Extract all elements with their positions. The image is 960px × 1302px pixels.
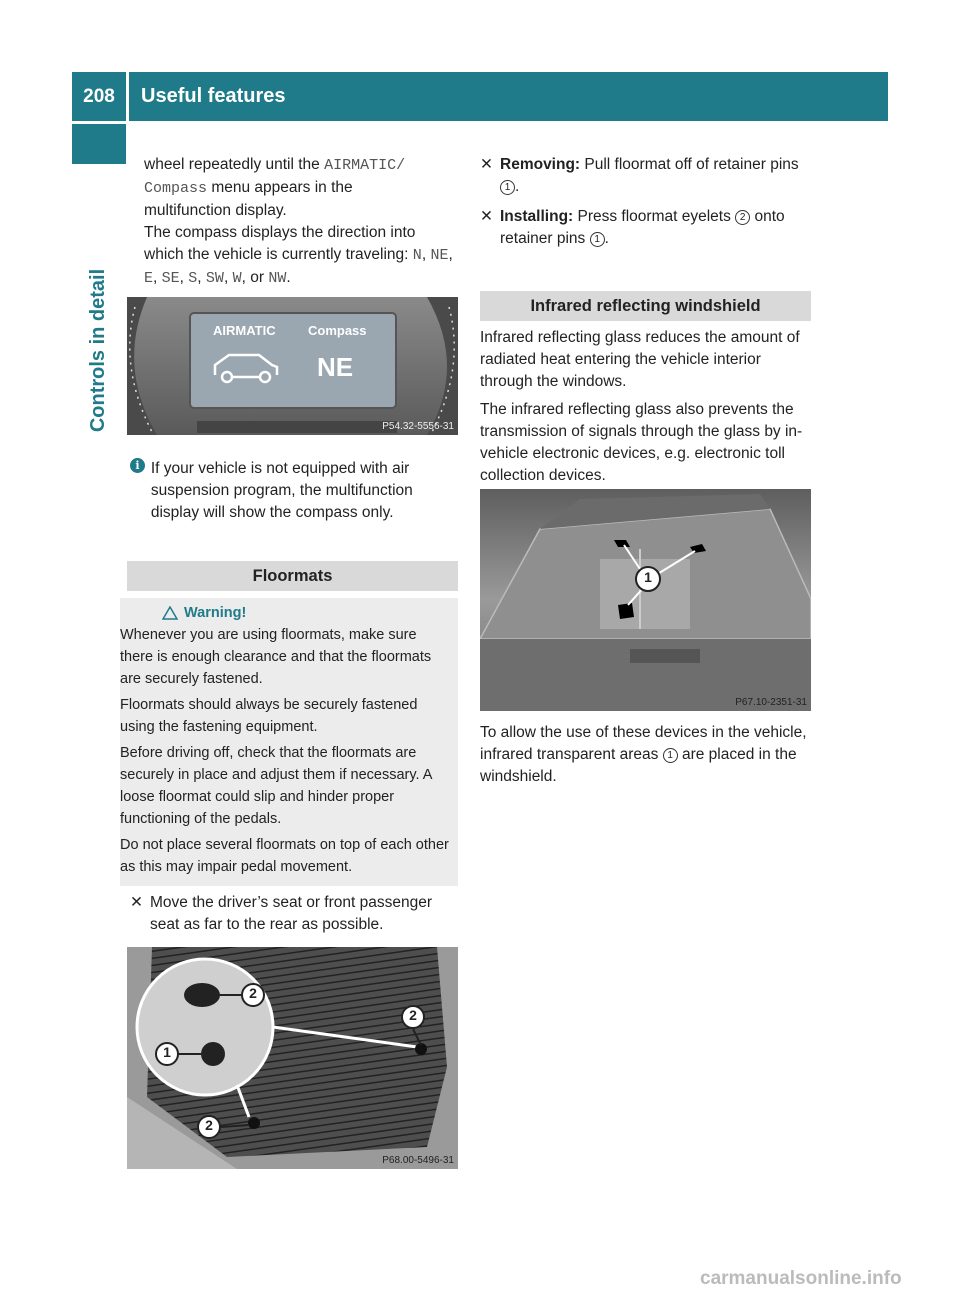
intro-text: wheel repeatedly until the AIRMATIC/ Compass menu appears in the multifunction display. The compass displays the direction into which the vehicle is currently traveling: N, NE, E, SE, S, SW, W, or NW. (144, 156, 453, 287)
page-title: Useful features (129, 72, 888, 121)
floormat-illustration (127, 947, 458, 1169)
step-arrow-icon: ✕ (130, 894, 143, 911)
side-tab (72, 170, 126, 530)
compass-readout: NE (317, 352, 354, 382)
instrument-cluster-illustration (127, 297, 458, 435)
side-tab-marker (72, 124, 126, 164)
step-move-seat: ✕ Move the driver’s seat or front passenger seat as far to the rear as possible. (130, 892, 458, 936)
warning-box (120, 598, 458, 886)
windshield-illustration (480, 489, 811, 711)
floormat-figure (127, 947, 458, 1169)
side-tab-label: Controls in detail (87, 268, 110, 432)
step-arrow-icon: ✕ (480, 208, 493, 225)
windshield-section (480, 291, 811, 321)
section-heading: Infrared reflecting windshield (480, 291, 811, 321)
floormat-steps: ✕ Removing: Pull floormat off of retainer pins 1 . ✕ Installing: Press floormat eyelets 2 onto retainer pins 1 . (480, 154, 812, 250)
callout-2: 2 (409, 1007, 417, 1023)
warning-paragraph: Floormats should always be securely fastened using the fastening equipment. (120, 697, 418, 735)
warning-paragraph: Do not place several floormats on top of each other as this may impair pedal movement. (120, 837, 449, 875)
figure-code: P67.10-2351-31 (735, 697, 807, 708)
airmatic-label: AIRMATIC (213, 323, 276, 338)
figure-code: P68.00-5496-31 (382, 1155, 454, 1166)
warning-title: Warning! (184, 605, 247, 621)
compass-label: Compass (308, 323, 367, 338)
callout-1: 1 (644, 569, 652, 585)
compass-display-figure (127, 297, 458, 435)
warning-paragraph: Whenever you are using floormats, make sure there is enough clearance and that the floormats are securely fastened. (120, 627, 432, 687)
warning-paragraph: Before driving off, check that the floormats are securely in place and adjust them if necessary. A loose floormat could slip and hinder proper functioning of the pedals. (120, 745, 432, 827)
windshield-figure (480, 489, 811, 711)
windshield-text (480, 327, 814, 487)
figure-code: P54.32-5556-31 (382, 421, 454, 432)
callout-2: 2 (205, 1117, 213, 1133)
warning-icon (162, 606, 178, 620)
info-icon: i (130, 458, 145, 473)
watermark: carmanualsonline.info (700, 1268, 902, 1289)
step-arrow-icon: ✕ (480, 156, 493, 173)
section-heading: Floormats (127, 561, 458, 591)
windshield-text-2: To allow the use of these devices in the vehicle, infrared transparent areas 1 are placed in the windshield. (480, 724, 807, 785)
floormats-section (127, 561, 458, 591)
callout-2: 2 (249, 985, 257, 1001)
callout-1: 1 (163, 1044, 171, 1060)
paragraph: Infrared reflecting glass reduces the amount of radiated heat entering the vehicle interior through the windows. (480, 329, 800, 390)
info-note: i If your vehicle is not equipped with air suspension program, the multifunction display will show the compass only. (130, 458, 458, 524)
page-number: 208 (72, 72, 126, 121)
paragraph: The infrared reflecting glass also prevents the transmission of signals through the glass by in-vehicle electronic devices, e.g. electronic toll collection devices. (480, 401, 803, 484)
